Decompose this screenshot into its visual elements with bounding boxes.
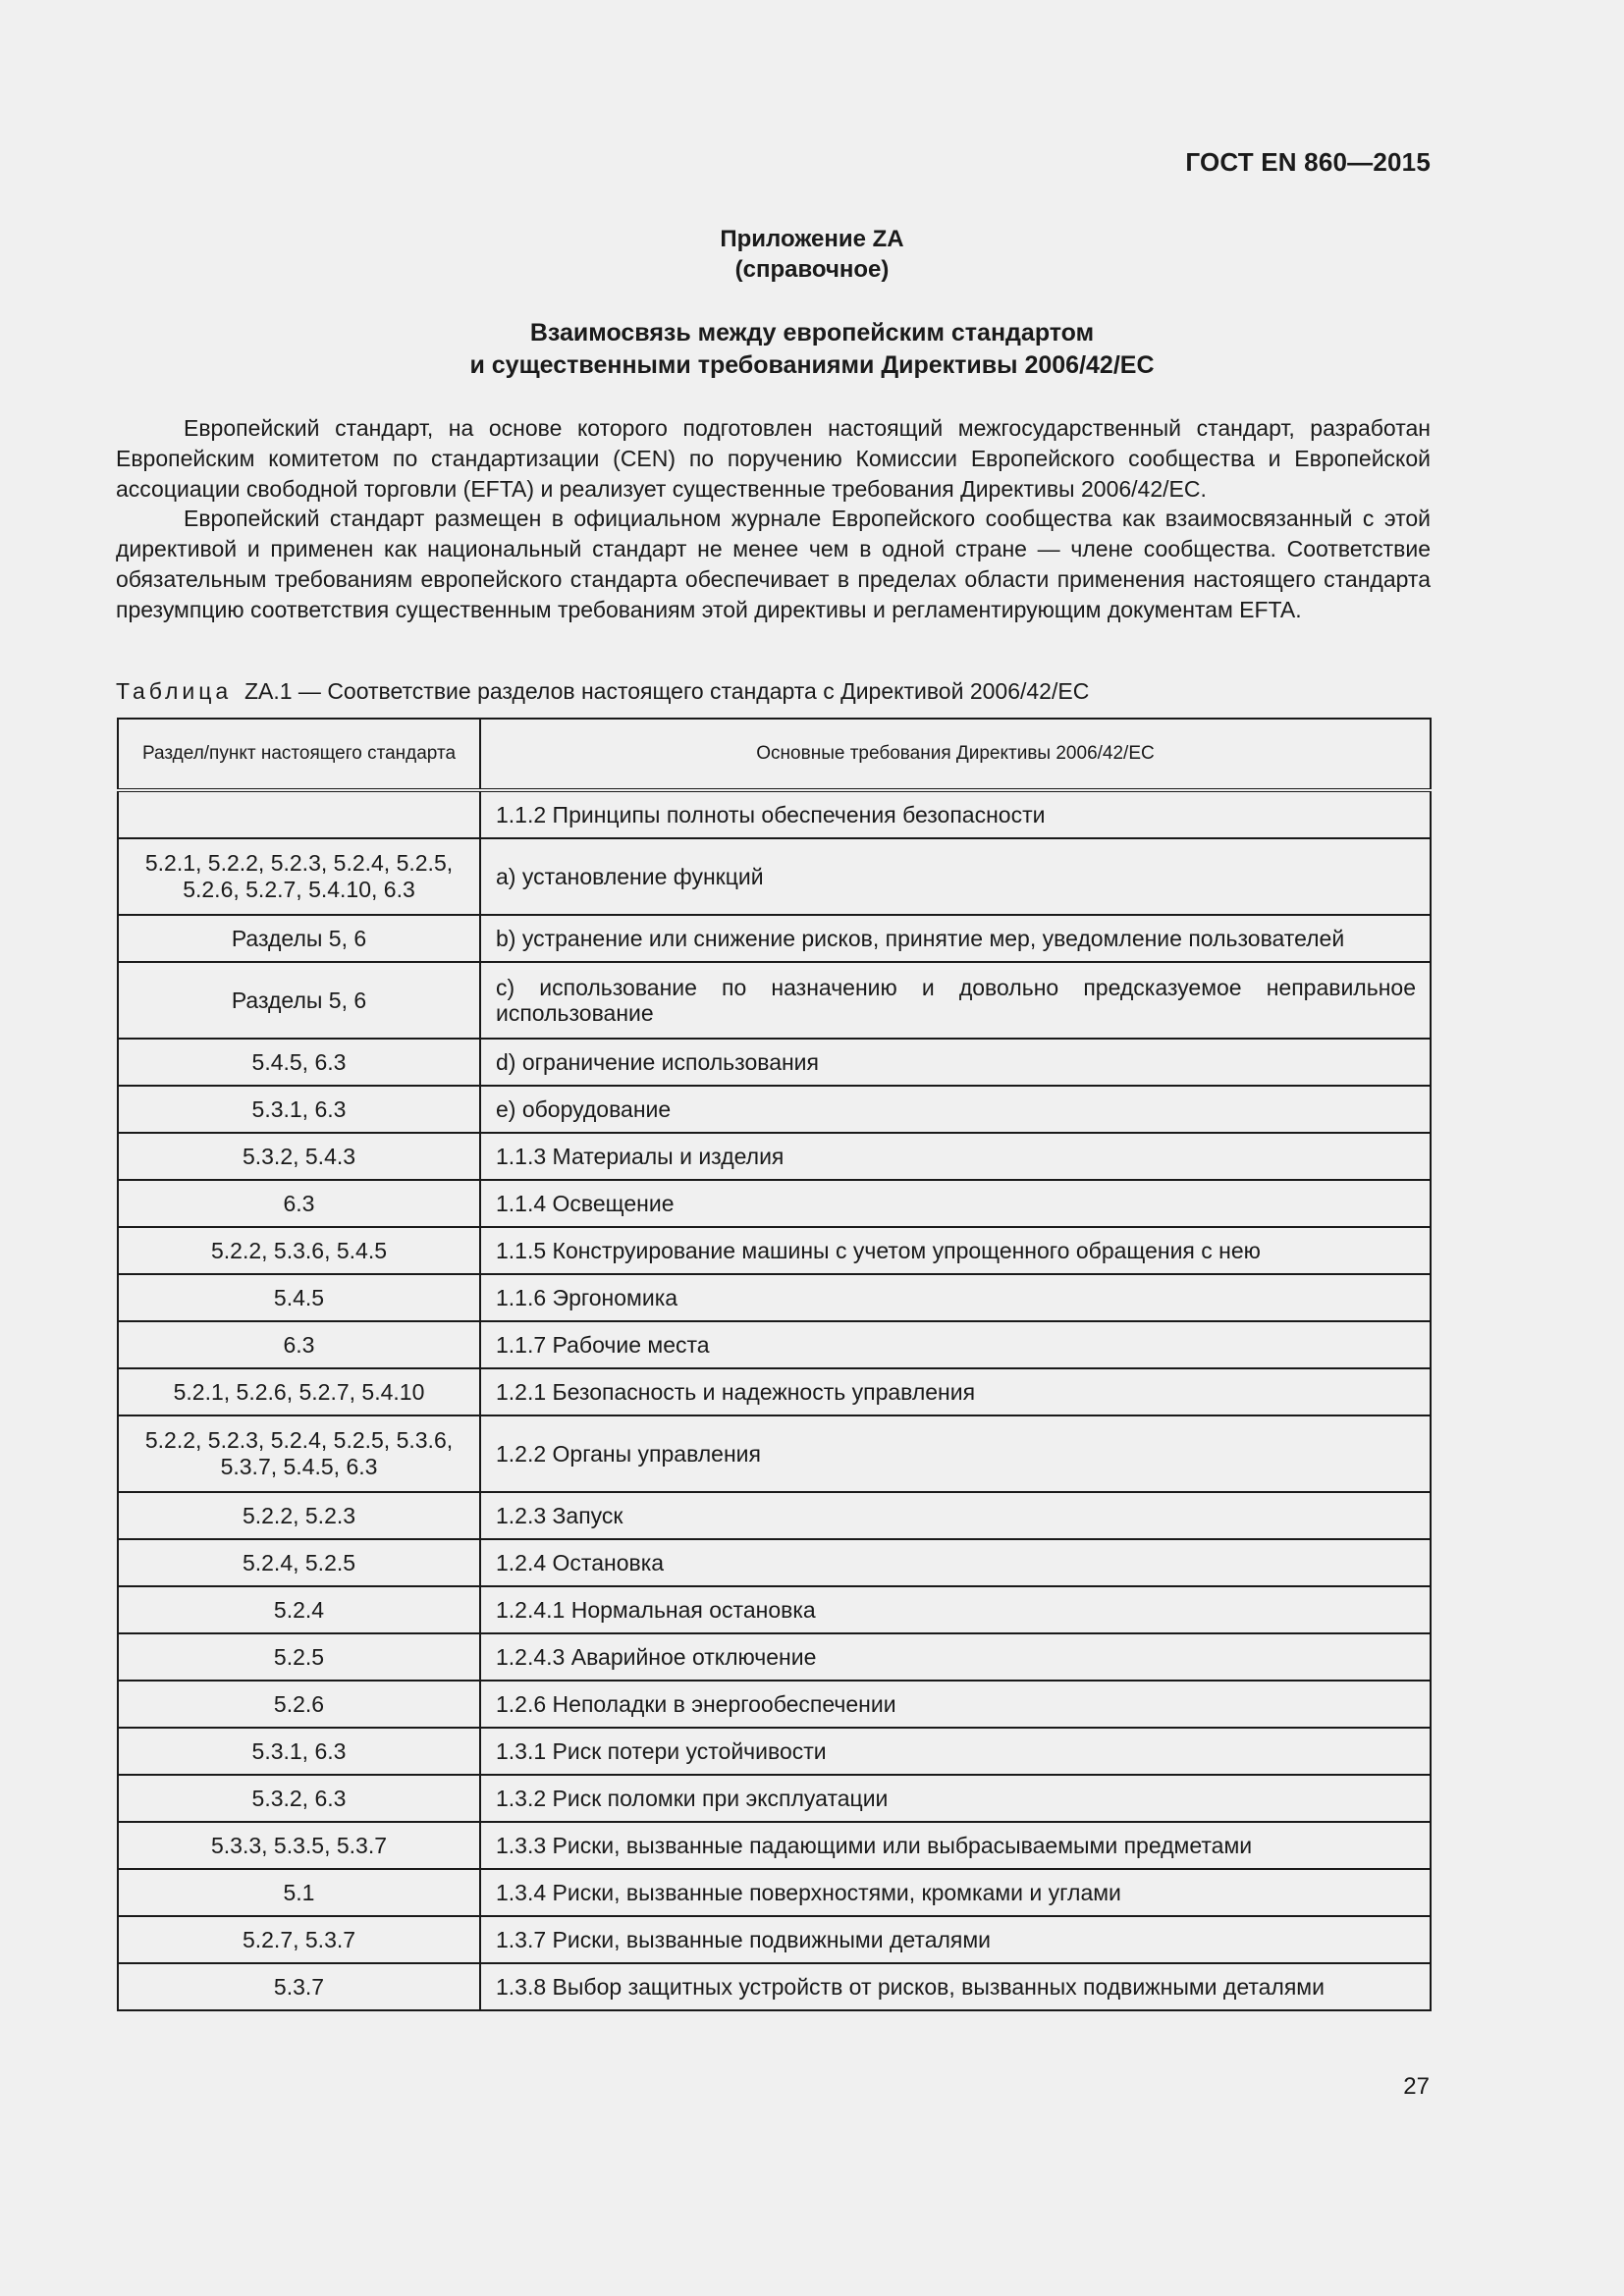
section-cell: 5.4.5, 6.3 [118,1039,480,1086]
annex-subtitle: (справочное) [734,256,890,283]
table-row [118,962,1431,1039]
requirement-cell: 1.1.3 Материалы и изделия [480,1133,1431,1180]
section-cell: 5.3.3, 5.3.5, 5.3.7 [118,1822,480,1869]
table-row [118,790,1431,838]
table-row [118,1039,1431,1086]
section-cell: 5.2.2, 5.2.3 [118,1492,480,1539]
page-title [0,317,1624,382]
table-row [118,1916,1431,1963]
table-row [118,1133,1431,1180]
section-cell: 5.2.4, 5.2.5 [118,1539,480,1586]
requirement-cell: 1.1.5 Конструирование машины с учетом упрощенного обращения с нею [480,1227,1431,1274]
requirement-cell: 1.3.3 Риски, вызванные падающими или выбрасываемыми предметами [480,1822,1431,1869]
column-header-requirement: Основные требования Директивы 2006/42/ЕС [480,719,1431,790]
table-caption-label: Таблица [116,678,233,704]
table-row [118,1728,1431,1775]
table-row [118,1822,1431,1869]
requirement-cell: 1.2.4.3 Аварийное отключение [480,1633,1431,1681]
table-row [118,1274,1431,1321]
section-cell: 5.3.7 [118,1963,480,2010]
table-row [118,1180,1431,1227]
table-row [118,1633,1431,1681]
table-row [118,1368,1431,1415]
section-cell: 5.2.1, 5.2.6, 5.2.7, 5.4.10 [118,1368,480,1415]
requirement-cell: 1.3.1 Риск потери устойчивости [480,1728,1431,1775]
requirement-cell: 1.2.4 Остановка [480,1539,1431,1586]
requirement-cell: 1.1.7 Рабочие места [480,1321,1431,1368]
section-cell: 5.3.1, 6.3 [118,1086,480,1133]
requirement-cell: 1.2.2 Органы управления [480,1415,1431,1492]
column-header-section: Раздел/пункт настоящего стандарта [118,719,480,790]
requirement-cell: а) установление функций [480,838,1431,915]
annex-title: Приложение ZA [720,226,904,252]
section-cell: 6.3 [118,1180,480,1227]
section-cell: 5.2.5 [118,1633,480,1681]
section-cell: 5.3.1, 6.3 [118,1728,480,1775]
requirement-cell: 1.3.4 Риски, вызванные поверхностями, кромками и углами [480,1869,1431,1916]
table-row [118,1227,1431,1274]
table-row [118,1586,1431,1633]
table-row [118,1869,1431,1916]
section-cell: 6.3 [118,1321,480,1368]
document-id: ГОСТ EN 860—2015 [1185,147,1431,177]
requirement-cell: с) использование по назначению и довольно предсказуемое неправильное использование [480,962,1431,1039]
table-row [118,838,1431,915]
section-cell: Разделы 5, 6 [118,962,480,1039]
section-cell: 5.2.2, 5.3.6, 5.4.5 [118,1227,480,1274]
requirement-cell: d) ограничение использования [480,1039,1431,1086]
table-row [118,915,1431,962]
table-row [118,1415,1431,1492]
requirement-cell: 1.2.4.1 Нормальная остановка [480,1586,1431,1633]
requirement-cell: 1.2.3 Запуск [480,1492,1431,1539]
requirement-cell: 1.3.7 Риски, вызванные подвижными деталями [480,1916,1431,1963]
table-row [118,1086,1431,1133]
table-row [118,1539,1431,1586]
section-cell: 5.4.5 [118,1274,480,1321]
table-row [118,1775,1431,1822]
paragraph-1: Европейский стандарт, на основе которого подготовлен настоящий межгосударственный стандарт, разработан Европейским комитетом по стандартизации (CEN) по поручению Комиссии Европейского сообщества и Европейской ассоциации свободной торговли (EFTA) и реализует существенные требования Директивы 2006/42/ЕС. [116,415,1431,502]
table-header-row [118,719,1431,790]
page-number: 27 [1403,2073,1430,2100]
requirement-cell: 1.1.6 Эргономика [480,1274,1431,1321]
requirement-cell: 1.2.6 Неполадки в энергообеспечении [480,1681,1431,1728]
section-cell: 5.2.2, 5.2.3, 5.2.4, 5.2.5, 5.3.6, 5.3.7, 5.4.5, 6.3 [118,1415,480,1492]
page-title-line-1: Взаимосвязь между европейским стандартом [529,319,1095,347]
table-row [118,1492,1431,1539]
section-cell: Разделы 5, 6 [118,915,480,962]
requirement-cell: 1.3.8 Выбор защитных устройств от рисков, вызванных подвижными деталями [480,1963,1431,2010]
section-cell [118,790,480,838]
table-caption-text: ZA.1 — Соответствие разделов настоящего стандарта с Директивой 2006/42/ЕС [244,678,1090,704]
table-caption [116,676,1431,706]
section-cell: 5.1 [118,1869,480,1916]
section-cell: 5.2.7, 5.3.7 [118,1916,480,1963]
section-cell: 5.3.2, 6.3 [118,1775,480,1822]
table-row [118,1321,1431,1368]
requirement-cell: 1.1.2 Принципы полноты обеспечения безопасности [480,790,1431,838]
requirement-cell: 1.2.1 Безопасность и надежность управления [480,1368,1431,1415]
body-text [116,413,1431,625]
paragraph-2: Европейский стандарт размещен в официальном журнале Европейского сообщества как взаимосвязанный с этой директивой и применен как национальный стандарт не менее чем в одной стране — члене сообщества. Соответствие обязательным требованиям европейского стандарта обеспечивает в пределах области применения настоящего стандарта презумпцию соответствия существенным требованиям этой директивы и регламентирующим документам EFTA. [116,506,1431,622]
table-row [118,1681,1431,1728]
annex-heading [0,224,1624,285]
requirements-table [117,718,1432,2011]
section-cell: 5.2.4 [118,1586,480,1633]
section-cell: 5.2.6 [118,1681,480,1728]
section-cell: 5.2.1, 5.2.2, 5.2.3, 5.2.4, 5.2.5, 5.2.6, 5.2.7, 5.4.10, 6.3 [118,838,480,915]
requirement-cell: е) оборудование [480,1086,1431,1133]
section-cell: 5.3.2, 5.4.3 [118,1133,480,1180]
requirement-cell: 1.1.4 Освещение [480,1180,1431,1227]
page-title-line-2: и существенными требованиями Директивы 2006/42/ЕС [469,351,1155,379]
requirement-cell: 1.3.2 Риск поломки при эксплуатации [480,1775,1431,1822]
table-row [118,1963,1431,2010]
requirement-cell: b) устранение или снижение рисков, принятие мер, уведомление пользователей [480,915,1431,962]
